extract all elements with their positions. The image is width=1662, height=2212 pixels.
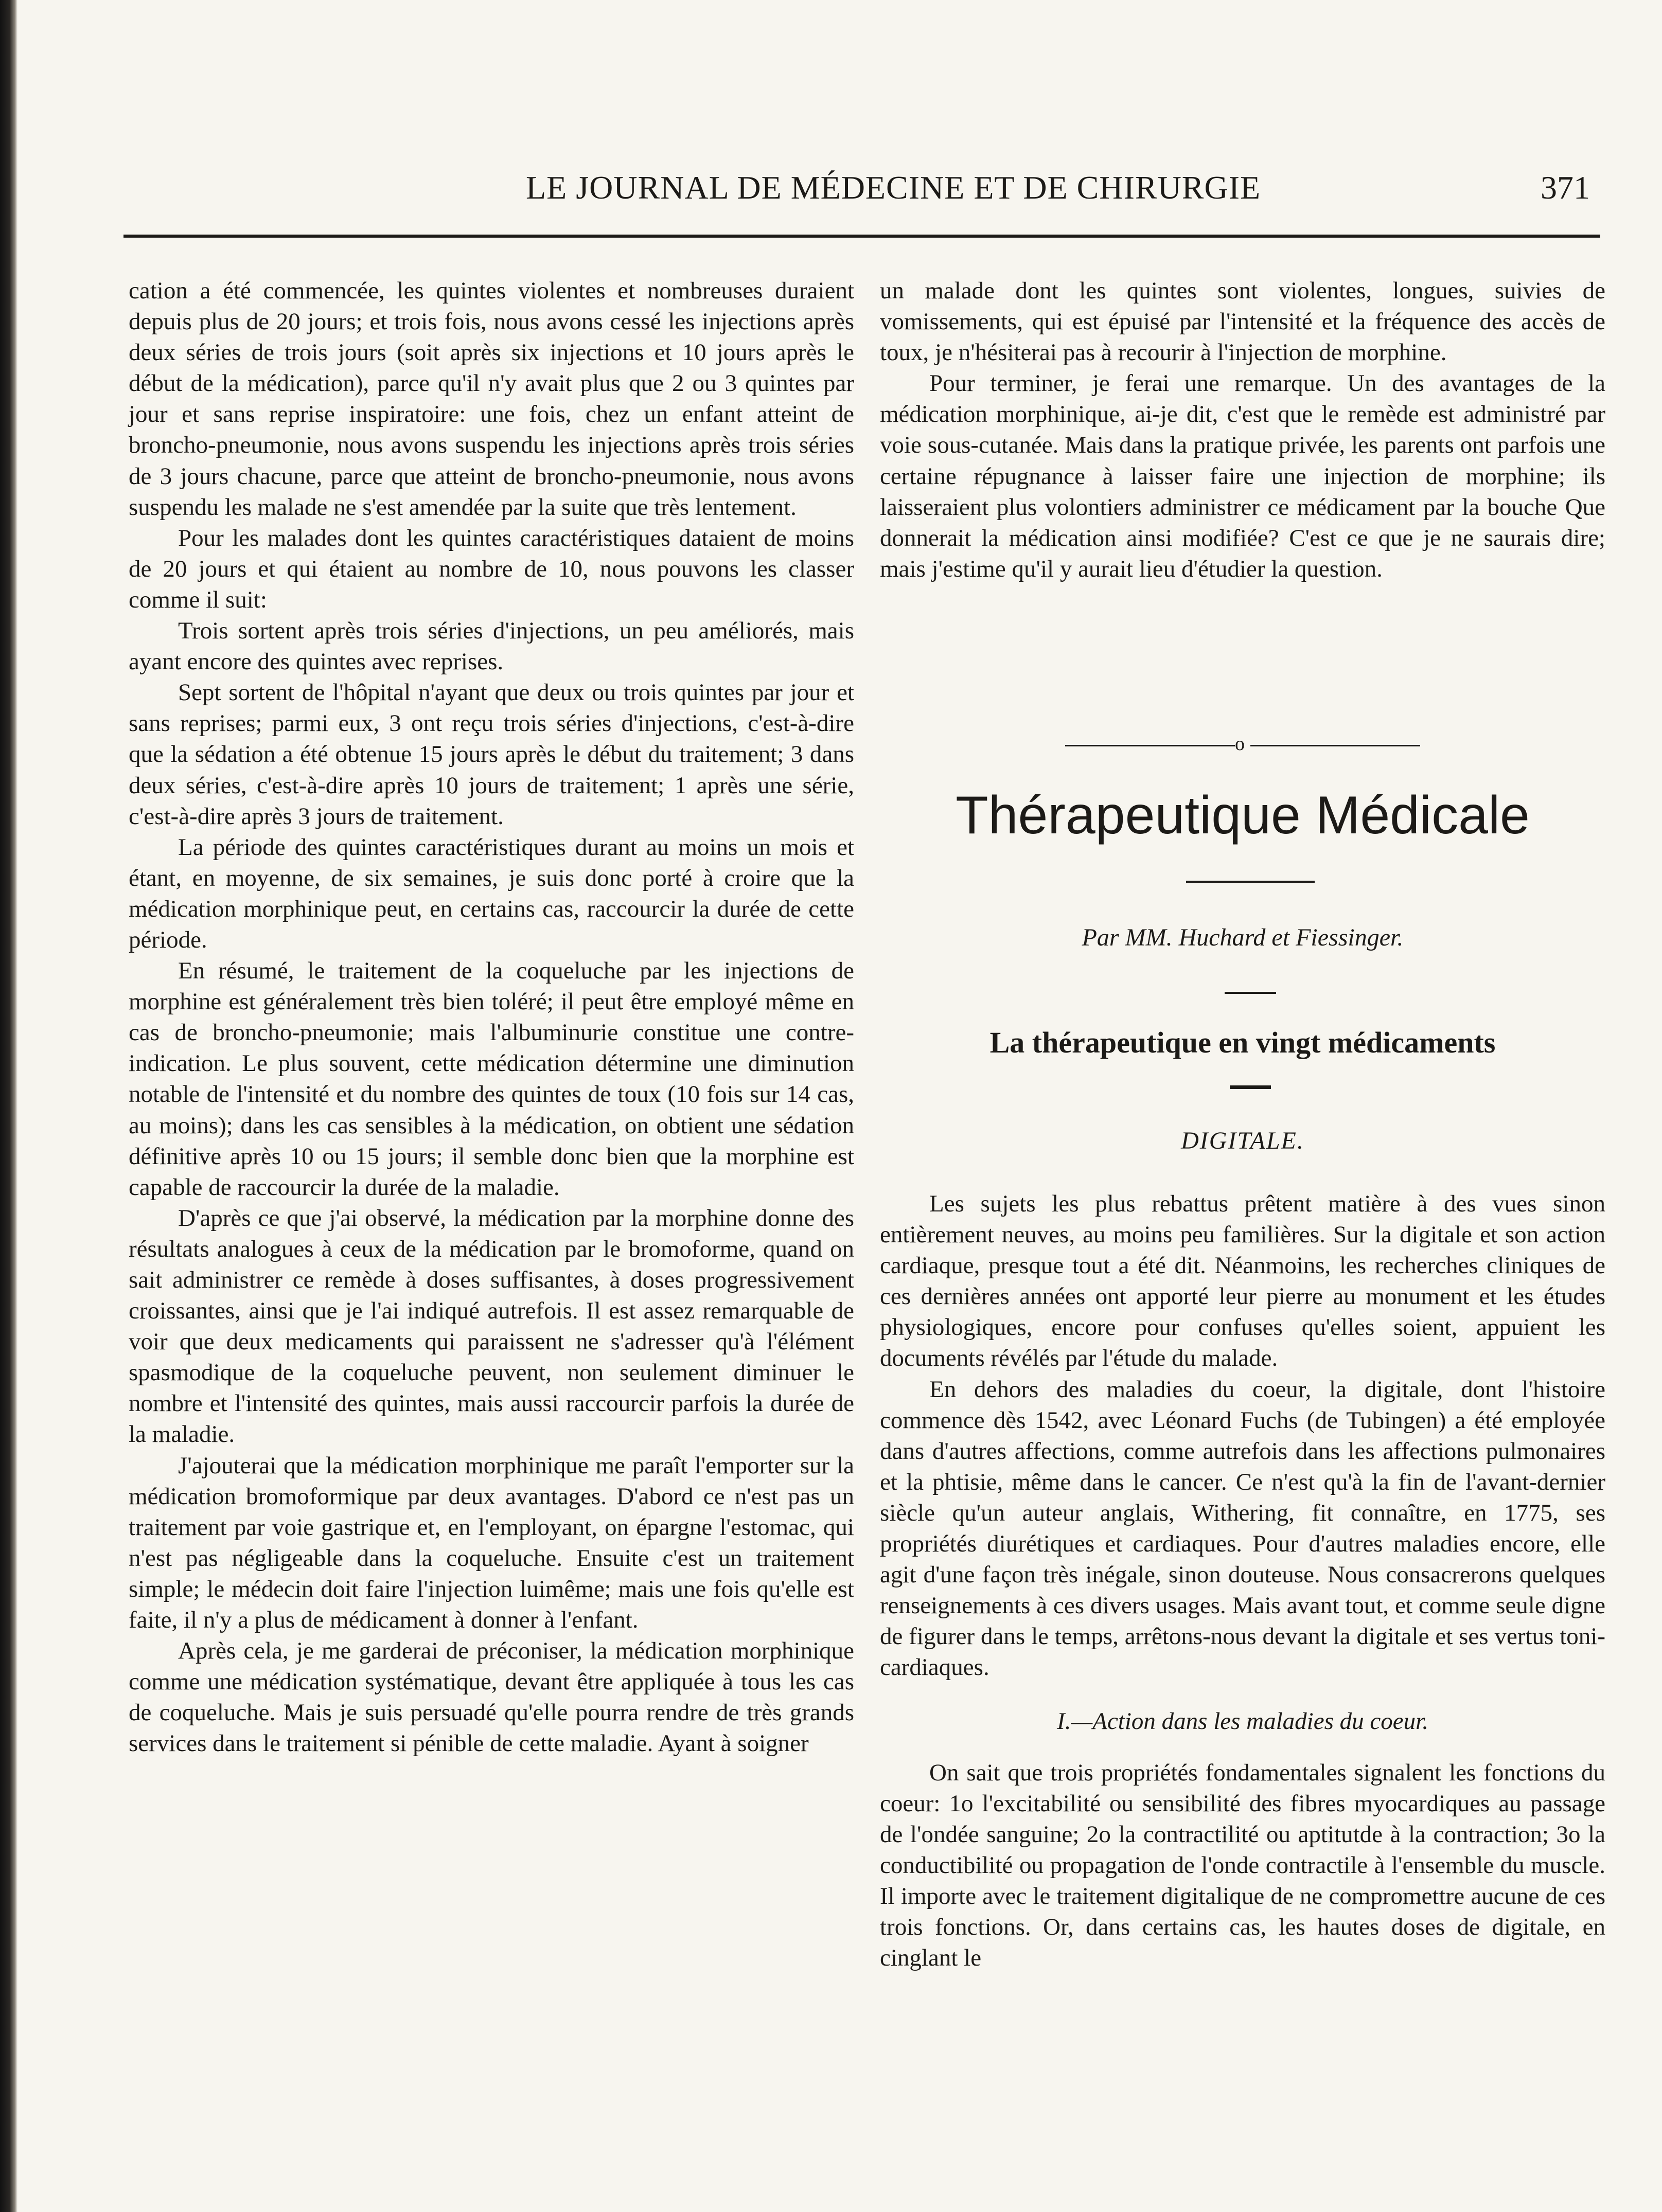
divider-mark: o (1235, 733, 1245, 755)
right-paragraph-1: un malade dont les quintes sont violentes, longues, suivies de vomissements, qui est épuisé par l'intensité et la fréquence des accès de toux, je n'hésiterai pas à recourir à l'injection de morphine. (880, 277, 1605, 366)
subhead: DIGITALE. (1181, 1127, 1304, 1154)
article-title-rule (1230, 1085, 1271, 1089)
left-paragraph-5: La période des quintes caractéristiques durant au moins un mois et étant, en moyenne, de six semaines, je suis donc porté à croire que la médication morphinique peut, en certains cas, raccourcir la durée de cette période. (129, 833, 854, 953)
byline-rule (1225, 992, 1276, 994)
left-paragraph-9: Après cela, je me garderai de préconiser, la médication morphinique comme une médication systématique, devant être appliquée à tous les cas de coqueluche. Mais je suis persuadé qu'elle pourra rendre de très grands services dans le traitement si pénible de cette maladie. Ayant à soigner (129, 1637, 854, 1757)
right-paragraph-2: Pour terminer, je ferai une remarque. Un des avantages de la médication morphinique, ai-je dit, c'est que le remède est administré par voie sous-cutanée. Mais dans la pratique privée, les parents ont parfois une certaine répugnance à laisser faire une injection de morphine; ils laisseraient plus volontiers administrer ce médicament par la bouche Que donnerait la médication ainsi modifiée? C'est ce que je ne saurais dire; mais j'estime qu'il y aurait lieu d'étudier la question. (880, 370, 1605, 582)
article-title: La thérapeutique en vingt médicaments (989, 1026, 1496, 1059)
left-paragraph-1: cation a été commencée, les quintes violentes et nombreuses duraient depuis plus de 20 jours; et trois fois, nous avons cessé les injections après deux séries de trois jours (soit après six injections et 10 jours après le début de la médication), parce qu'il n'y avait plus que 2 ou 3 quintes par jour et sans reprise inspiratoire: une fois, chez un enfant atteint de broncho-pneumonie, nous avons suspendu les injections après trois séries de 3 jours chacune, parce que atteint de broncho-pneumonie, nous avons suspendu les malade ne s'est amendée par la suite que très lentement. (129, 277, 854, 521)
left-paragraph-6: En résumé, le traitement de la coqueluche par les injections de morphine est généralement très bien toléré; il peut être employé même en cas de broncho-pneumonie; mais l'albuminurie constitue une contre-indication. Le plus souvent, cette médication détermine une diminution notable de l'intensité et du nombre des quintes de toux (10 fois sur 14 cas, au moins); dans les cas sensibles à la médication, on obtient une sédation définitive après 10 ou 15 jours; il semble donc bien que la morphine est capable de raccourcir la durée de la maladie. (129, 957, 854, 1201)
body-paragraph-1: Les sujets les plus rebattus prêtent matière à des vues sinon entièrement neuves, au moins peu familières. Sur la digitale et son action cardiaque, presque tout a été dit. Néanmoins, les recherches cliniques de ces dernières années ont apporté leur pierre au monument et les études physiologiques, encore pour confuses qu'elles soient, appuient les documents révélés par l'étude du malade. (880, 1190, 1605, 1372)
page-header (123, 164, 1600, 220)
section-divider (880, 730, 1605, 761)
right-column-top (880, 275, 1605, 584)
page-number: 371 (1541, 169, 1590, 206)
divider-line-right (1250, 745, 1420, 746)
book-spine-shadow (0, 0, 17, 2212)
title-rule (1186, 881, 1315, 883)
running-title: LE JOURNAL DE MÉDECINE ET DE CHIRURGIE (526, 169, 1261, 206)
section-heading-i-text: I.—Action dans les maladies du coeur. (1057, 1707, 1428, 1735)
left-paragraph-8: J'ajouterai que la médication morphinique me paraît l'emporter sur la médication bromoformique par deux avantages. D'abord ce n'est pas un traitement par voie gastrique et, en l'employant, on épargne l'estomac, qui n'est pas négligeable dans la coqueluche. Ensuite c'est un traitement simple; le médecin doit faire l'injection luimême; mais une fois qu'elle est faite, il n'y a plus de médicament à donner à l'enfant. (129, 1452, 854, 1634)
left-paragraph-4: Sept sortent de l'hôpital n'ayant que deux ou trois quintes par jour et sans reprises; parmi eux, 3 ont reçu trois séries d'injections, c'est-à-dire que la sédation a été obtenue 15 jours après le début du traitement; 3 dans deux séries, c'est-à-dire après 10 jours de traitement; 1 après une série, c'est-à-dire après 3 jours de traitement. (129, 679, 854, 830)
byline: Par MM. Huchard et Fiessinger. (1082, 924, 1404, 951)
header-rule (123, 235, 1600, 238)
left-paragraph-2: Pour les malades dont les quintes caractéristiques dataient de moins de 20 jours et qui étaient au nombre de 10, nous pouvons les classer comme il suit: (129, 524, 854, 613)
divider-line-left (1065, 745, 1235, 746)
left-paragraph-3: Trois sortent après trois séries d'injections, un peu améliorés, mais ayant encore des quintes avec reprises. (129, 617, 854, 675)
left-column (129, 275, 854, 1759)
left-paragraph-7: D'après ce que j'ai observé, la médication par la morphine donne des résultats analogues à ceux de la médication par le bromoforme, quand on sait administrer ce remède à doses suffisantes, à doses progressivement croissantes, ainsi que je l'ai indiqué autrefois. Il est assez remarquable de voir que deux medicaments qui paraissent ne s'adresser qu'à l'élément spasmodique de la coqueluche peuvent, non seulement diminuer le nombre et l'intensité des quintes, mais aussi raccourcir parfois la durée de la maladie. (129, 1204, 854, 1448)
body-paragraph-3: On sait que trois propriétés fondamentales signalent les fonctions du coeur: 1o l'excitabilité ou sensibilité des fibres myocardiques au passage de l'ondée sanguine; 2o la contractilité ou aptitutde à la contraction; 3o la conductibilité ou propagation de l'onde contractile à l'ensemble du muscle. Il importe avec le traitement digitalique de ne compromettre aucune de ces trois fonctions. Or, dans certains cas, les hautes doses de digitale, en cinglant le (880, 1759, 1605, 1972)
section-heading-i (880, 1706, 1605, 1737)
body-paragraph-2: En dehors des maladies du coeur, la digitale, dont l'histoire commence dès 1542, avec Léonard Fuchs (de Tubingen) a été employée dans d'autres affections, comme autrefois dans les affections pulmonaires et la phtisie, même dans le cancer. Ce n'est qu'à la fin de l'avant-dernier siècle qu'un auteur anglais, Withering, fit connaître, en 1775, ses propriétés diurétiques et cardiaques. Pour d'autres maladies encore, elle agit d'une façon très inégale, sinon douteuse. Nous consacrerons quelques renseignements à ces divers usages. Mais avant tout, et comme seule digne de figurer dans le temps, arrêtons-nous devant la digitale et ses vertus toni-cardiaques. (880, 1376, 1605, 1681)
section-title: Thérapeutique Médicale (956, 786, 1530, 845)
right-column-body (880, 1188, 1605, 1973)
